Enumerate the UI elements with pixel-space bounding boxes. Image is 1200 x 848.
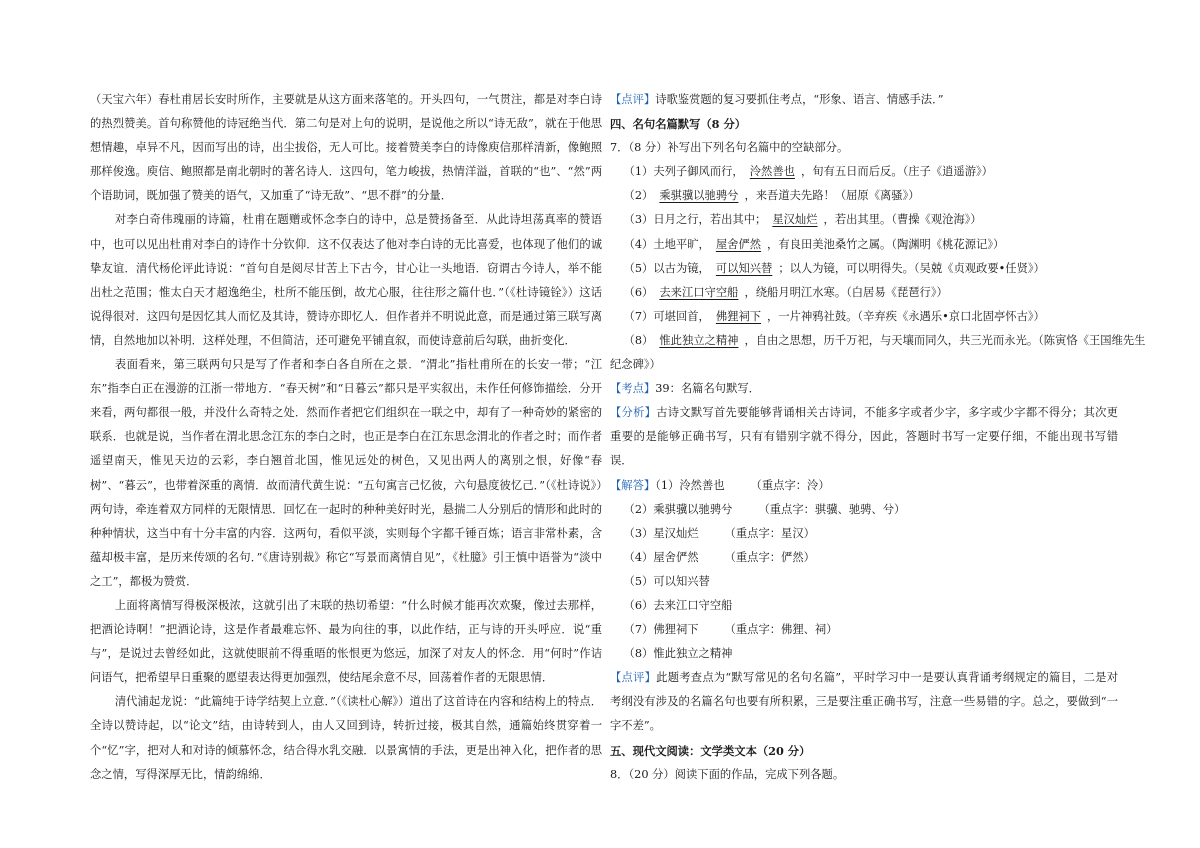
item-suffix: ，自由之思想，历千万祀，与天壤而同久，共三光而永光。（陈寅恪《王国维先生 — [744, 333, 1146, 347]
dianping-block — [610, 666, 1118, 738]
answer-key-chars: （重点字：泠） — [750, 478, 830, 492]
jieda-row-2 — [610, 498, 1118, 522]
item-number: （6） — [623, 285, 654, 299]
fenxi-text: 古诗文默写首先要能够背诵相关古诗词，不能多字或者少字，多字或少字都不得分；其次更重要的是能够正确书写，只有有错别字就不得分，因此，答题时书写一定要仔细，不能出现书写错误． — [610, 406, 1118, 468]
item-suffix: ，有良田美池桑竹之属。（陶渊明《桃花源记》） — [767, 237, 1005, 251]
answer-number: （5） — [623, 574, 654, 588]
dianping-text: 此题考查点为“默写常见的名句名篇”，平时学习中一是要认真背诵考纲规定的篇目，二是对考纲没有涉及的名篇名句也要有所积累，三是要注重正确书写，注意一些易错的字。总之，要做到“一字不差”。 — [610, 671, 1118, 733]
paragraph-2: 对李白奇伟瑰丽的诗篇，杜甫在题赠或怀念李白的诗中，总是赞扬备至．从此诗坦荡真率的赞语中，也可以见出杜甫对李白的诗作十分钦仰．这不仅表达了他对李白诗的无比喜爱，也体现了他们的诚挚友谊．清代杨伦评此诗说：“首句自是阅尽甘苦上下古今，甘心让一头地语．窃谓古今诗人，举不能出杜之范围；惟太白天才超逸绝尘，杜所不能压倒，故尤心服，往往形之篇什也．”（《杜诗镜铨》）这话说得很对．这四句是因忆其人而忆及其诗，赞诗亦即忆人．但作者并不明说此意，而是通过第三联写离情，自然地加以补明．这样处理，不但简洁，还可避免平铺直叙，而使诗意前后勾联，曲折变化． — [90, 213, 602, 347]
jieda-row-5 — [610, 570, 1118, 594]
item-suffix: ，旬有五日而后反。（庄子《逍遥游》） — [800, 165, 993, 179]
blank-item-3 — [610, 208, 1118, 232]
item-number: （4） — [623, 237, 654, 251]
comment-text: 诗歌鉴赏题的复习要抓住考点，“形象、语言、情感手法．” — [655, 93, 944, 106]
section-4-heading: 四、名句名篇默写（8 分） — [610, 117, 747, 132]
blank-item-1 — [610, 160, 1118, 184]
jieda-row-3 — [610, 522, 1118, 546]
paragraph-5: 清代浦起龙说：“此篇纯于诗学结契上立意．”（《读杜心解》）道出了这首诗在内容和结构上的特点．全诗以赞诗起，以“论文”结，由诗转到人，由人又回到诗，转折过接，极其自然，通篇始终贯穿着一个“忆”字，把对人和对诗的倾慕怀念，结合得水乳交融．以景寓情的手法，更是出神入化，把作者的思念之情，写得深厚无比，情韵绵绵． — [90, 695, 602, 781]
answer-text: 泠然善也 — [679, 478, 725, 492]
answer-text: 去来江口守空船 — [653, 598, 733, 612]
item-answer: 星汉灿烂 — [772, 213, 818, 227]
blank-item-7 — [610, 305, 1118, 329]
blank-item-8 — [610, 329, 1146, 353]
item-answer: 去来江口守空船 — [659, 285, 739, 299]
item-suffix: ；以人为镜，可以明得失。（吴兢《贞观政要•任贤》） — [778, 261, 1045, 275]
item-number: （2） — [623, 189, 654, 203]
jieda-row-4 — [610, 546, 1118, 570]
dianping-tag: 【点评】 — [610, 671, 657, 685]
fenxi-tag: 【分析】 — [610, 406, 657, 420]
item-answer: 泠然善也 — [749, 165, 795, 179]
answer-text: 星汉灿烂 — [653, 526, 699, 540]
answer-number: （8） — [623, 647, 654, 661]
item-number: （8） — [623, 333, 654, 347]
answer-number: （4） — [623, 550, 654, 564]
item-prefix: 日月之行，若出其中； — [653, 213, 767, 227]
section-5-heading: 五、现代文阅读：文学类文本（20 分） — [610, 743, 811, 758]
answer-key-chars: （重点字：骐骥、驰骋、兮） — [758, 502, 906, 516]
kaodian-tag: 【考点】 — [610, 382, 656, 396]
jieda-row-6 — [610, 594, 1118, 618]
blank-item-8-continued: 纪念碑》） — [610, 358, 661, 372]
comment-tag: 【点评】 — [610, 93, 656, 106]
item-answer: 可以知兴替 — [715, 261, 773, 275]
blank-item-5 — [610, 257, 1118, 281]
fenxi-block — [610, 401, 1118, 473]
answer-text: 乘骐骥以驰骋兮 — [653, 502, 733, 516]
item-number: （1） — [623, 165, 654, 179]
blank-item-6 — [610, 281, 1118, 305]
item-answer: 乘骐骥以驰骋兮 — [659, 189, 739, 203]
item-suffix: ，若出其里。（曹操《观沧海》） — [823, 213, 982, 227]
item-prefix: 土地平旷， — [653, 237, 710, 251]
blank-item-4 — [610, 233, 1118, 257]
answer-text: 可以知兴替 — [653, 574, 710, 588]
item-answer: 惟此独立之精神 — [659, 333, 739, 347]
kaodian-block — [610, 377, 1118, 401]
right-column — [610, 88, 1146, 787]
jieda-row-7 — [610, 618, 1118, 642]
jieda-row-8 — [610, 642, 1118, 666]
answer-number: （7） — [623, 623, 654, 637]
answer-key-chars: （重点字：星汉） — [724, 526, 815, 540]
item-answer: 屋舍俨然 — [715, 237, 762, 251]
answer-number: （6） — [623, 598, 654, 612]
answer-number: （1） — [655, 478, 680, 492]
item-prefix: 夫列子御风而行， — [653, 165, 744, 179]
answer-text: 佛狸祠下 — [653, 623, 699, 637]
item-number: （3） — [623, 213, 654, 227]
kaodian-text: 39：名篇名句默写． — [655, 382, 760, 396]
question-8-stem: 8．（20 分）阅读下面的作品，完成下列各题。 — [610, 767, 845, 781]
blank-item-2 — [610, 184, 1118, 208]
item-number: （7） — [623, 309, 654, 323]
answer-text: 屋舍俨然 — [653, 550, 699, 564]
paragraph-4: 上面将离情写得极深极浓，这就引出了末联的热切希望：“什么时候才能再次欢聚，像过去那样，把酒论诗啊！”把酒论诗，这是作者最难忘怀、最为向往的事，以此作结，正与诗的开头呼应．说“重与”，是说过去曾经如此，这就使眼前不得重晤的怅恨更为悠远，加深了对友人的怀念．用“何时”作诘问语气，把希望早日重聚的愿望表达得更加强烈，使结尾余意不尽，回荡着作者的无限思情． — [90, 598, 602, 685]
answer-number: （2） — [623, 502, 654, 516]
item-number: （5） — [623, 261, 654, 275]
comment-block — [610, 88, 1118, 112]
item-suffix: ，绕船月明江水寒。（白居易《琵琶行》） — [744, 285, 948, 299]
answer-key-chars: （重点字：佛狸、祠） — [724, 623, 838, 637]
answer-number: （3） — [623, 526, 654, 540]
left-column — [90, 88, 602, 787]
question-7-stem: 7．（8 分）补写出下列名句名篇中的空缺部分。 — [610, 141, 849, 155]
paragraph-1: （天宝六年）春杜甫居长安时所作，主要就是从这方面来落笔的。开头四句，一气贯注，都是对李白诗的热烈赞美。首句称赞他的诗冠绝当代．第二句是对上句的说明，是说他之所以“诗无敌”，就在于他思想情趣，卓异不凡，因而写出的诗，出尘拔俗，无人可比。接着赞美李白的诗像庾信那样清新，像鲍照那样俊逸。庾信、鲍照都是南北朝时的著名诗人．这四句，笔力峻拔，热情洋溢，首联的“也”、“然”两个语助词，既加强了赞美的语气，又加重了“诗无敌”、“思不群”的分量． — [90, 93, 602, 203]
item-answer: 佛狸祠下 — [715, 309, 762, 323]
jieda-tag: 【解答】 — [610, 478, 656, 492]
answer-key-chars: （重点字：俨然） — [724, 550, 815, 564]
jieda-row-1 — [610, 474, 1118, 498]
item-suffix: ，一片神鸦社鼓。（辛弃疾《永遇乐•京口北固亭怀古》） — [767, 309, 1045, 323]
paragraph-3: 表面看来，第三联两句只是写了作者和李白各自所在之景．“渭北”指杜甫所在的长安一带；“江东”指李白正在漫游的江浙一带地方．“春天树”和“日暮云”都只是平实叙出，未作任何修饰描绘．分开来看，两句都很一般，并没什么奇特之处．然而作者把它们组织在一联之中，却有了一种奇妙的紧密的联系．也就是说，当作者在渭北思念江东的李白之时，也正是李白在江东思念渭北的作者之时；而作者遥望南天，惟见天边的云彩，李白翘首北国，惟见远处的树色，又见出两人的离别之恨，好像“春树”、“暮云”，也带着深重的离情．故而清代黄生说：“五句寓言己忆彼，六句悬度彼忆己．”（《杜诗说》）两句诗，牵连着双方同样的无限情思．回忆在一起时的种种美好时光，悬揣二人分别后的情形和此时的种种情状，这当中有十分丰富的内容．这两句，看似平淡，实则每个字都千锤百炼；语言非常朴素，含蕴却极丰富，是历来传颂的名句．”《唐诗别裁》称它“写景而离情自见”，《杜臆》引王慎中语誉为“淡中之工”，都极为赞赏． — [90, 358, 602, 588]
item-prefix: 以古为镜， — [653, 261, 710, 275]
item-suffix: ，来吾道夫先路！（屈原《离骚》） — [744, 189, 920, 203]
item-prefix: 可堪回首， — [653, 309, 710, 323]
answer-text: 惟此独立之精神 — [653, 647, 733, 661]
